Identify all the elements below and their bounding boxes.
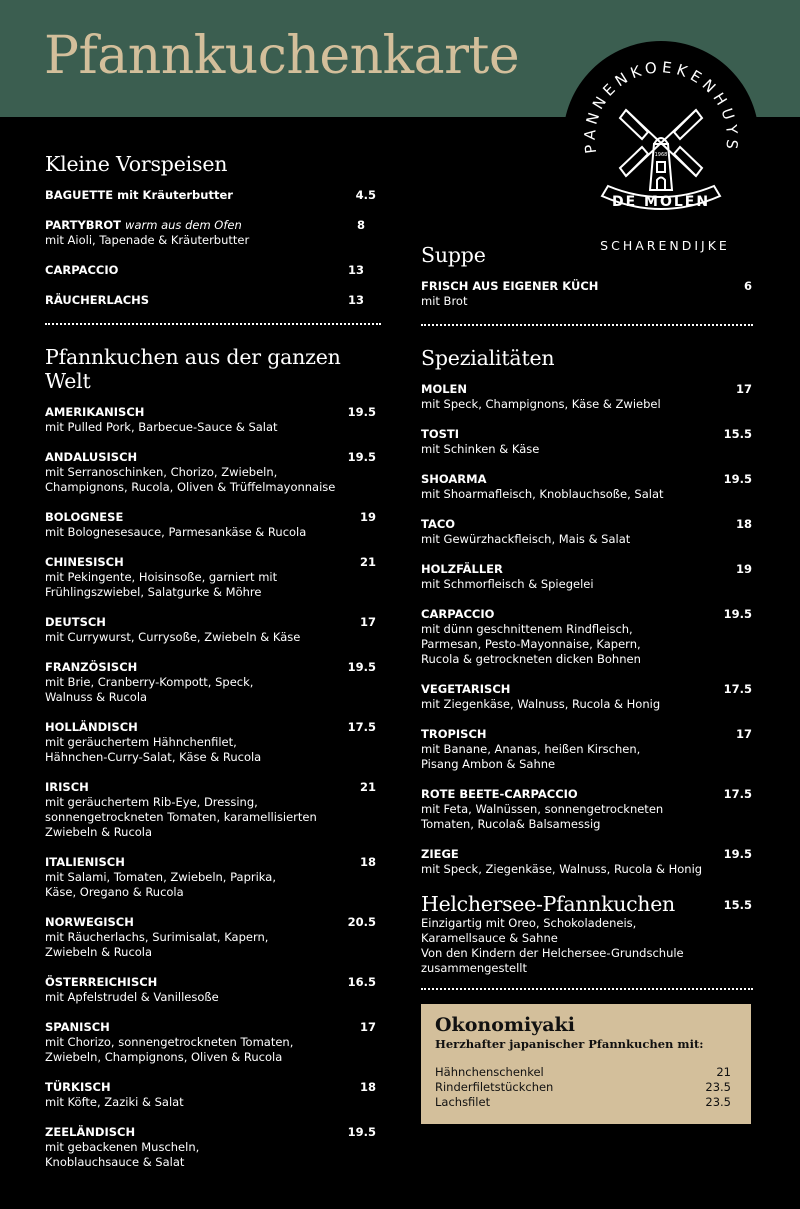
- okonomiyaki-box: [421, 1004, 751, 1124]
- item-name-text: IRISCH: [45, 780, 89, 794]
- menu-item: [421, 847, 753, 877]
- item-name: [45, 218, 381, 233]
- menu-item: [45, 975, 381, 1005]
- okonomiyaki-item-name: Lachsfilet: [435, 1095, 491, 1109]
- item-desc: mit Räucherlachs, Surimisalat, Kapern, Zwiebeln & Rucola: [45, 930, 269, 959]
- item-desc: mit Schmorfleisch & Spiegelei: [421, 577, 594, 591]
- item-name-text: ZEELÄNDISCH: [45, 1125, 136, 1139]
- item-price: 15.5: [723, 427, 752, 441]
- item-name-text: CARPACCIO: [45, 263, 119, 277]
- item-name: [421, 682, 753, 697]
- page-title: Pfannkuchenkarte: [44, 26, 520, 86]
- item-name: [421, 517, 753, 532]
- divider: [45, 323, 381, 325]
- divider: [421, 988, 753, 990]
- item-name-text: BOLOGNESE: [45, 510, 124, 524]
- item-price: 18: [359, 855, 376, 869]
- helchersee-price: 15.5: [723, 898, 752, 912]
- item-note: warm aus dem Ofen: [125, 218, 242, 232]
- item-price: 21: [359, 555, 376, 569]
- okonomiyaki-item-name: Hähnchenschenkel: [435, 1065, 544, 1079]
- item-price: 17.5: [723, 682, 752, 696]
- menu-item: [45, 915, 381, 960]
- item-name: [45, 188, 381, 203]
- item-name-text: CARPACCIO: [421, 607, 495, 621]
- item-price: 19.5: [723, 847, 752, 861]
- item-desc: mit Bolognesesauce, Parmesankäse & Rucola: [45, 525, 307, 539]
- item-desc: mit Chorizo, sonnengetrockneten Tomaten, Zwiebeln, Champignons, Oliven & Rucola: [45, 1035, 294, 1064]
- divider: [421, 324, 753, 326]
- item-desc: mit Köfte, Zaziki & Salat: [45, 1095, 184, 1109]
- menu-item: [45, 450, 381, 495]
- item-name-text: ANDALUSISCH: [45, 450, 138, 464]
- menu-item: [45, 855, 381, 900]
- okonomiyaki-title: Okonomiyaki: [435, 1014, 575, 1036]
- soup-list: [421, 279, 753, 309]
- item-name: [45, 615, 381, 630]
- item-price: 19.5: [723, 472, 752, 486]
- item-name-text: TOSTI: [421, 427, 460, 441]
- item-name-text: TÜRKISCH: [45, 1080, 111, 1094]
- menu-item: [45, 263, 381, 278]
- world-title: Pfannkuchen aus der ganzen Welt: [45, 345, 341, 393]
- left-column: [45, 152, 381, 1185]
- item-name: [421, 727, 753, 742]
- item-price: 19.5: [723, 607, 752, 621]
- item-name-text: SHOARMA: [421, 472, 487, 486]
- item-name: [45, 1125, 381, 1140]
- item-price: 17.5: [347, 720, 376, 734]
- item-desc: mit dünn geschnittenem Rindfleisch, Parmesan, Pesto-Mayonnaise, Kapern, Rucola & getrockneten dicken Bohnen: [421, 622, 641, 666]
- item-price: 16.5: [347, 975, 376, 989]
- item-name: [45, 293, 381, 308]
- okonomiyaki-item: [435, 1095, 731, 1110]
- item-name: [45, 915, 381, 930]
- item-price: 19.5: [347, 660, 376, 674]
- menu-item: [45, 293, 381, 308]
- specials-list: [421, 382, 753, 877]
- item-price: 8: [356, 218, 365, 232]
- item-desc: mit Serranoschinken, Chorizo, Zwiebeln, Champignons, Rucola, Oliven & Trüffelmayonnaise: [45, 465, 336, 494]
- item-name: [45, 975, 381, 990]
- soup-title: Suppe: [421, 243, 486, 267]
- menu-item: [45, 615, 381, 645]
- item-name-text: DEUTSCH: [45, 615, 106, 629]
- item-price: 18: [359, 1080, 376, 1094]
- okonomiyaki-item: [435, 1065, 731, 1080]
- logo-arc-text: PANNENKOEKENHUYS: [580, 58, 742, 155]
- starters-list: [45, 188, 381, 308]
- item-name: [45, 450, 381, 465]
- menu-item: [421, 279, 753, 309]
- menu-item: [421, 472, 753, 502]
- item-desc: mit Speck, Champignons, Käse & Zwiebel: [421, 397, 661, 411]
- item-price: 19.5: [347, 405, 376, 419]
- item-name: [45, 1080, 381, 1095]
- menu-item: [45, 1080, 381, 1110]
- item-desc: mit Brie, Cranberry-Kompott, Speck, Walnuss & Rucola: [45, 675, 254, 704]
- item-name-text: AMERIKANISCH: [45, 405, 145, 419]
- item-price: 17: [359, 615, 376, 629]
- item-name: [421, 847, 753, 862]
- item-price: 17: [735, 382, 752, 396]
- item-price: 20.5: [347, 915, 376, 929]
- item-desc: mit Aioli, Tapenade & Kräuterbutter: [45, 233, 250, 247]
- item-price: 13: [347, 293, 364, 307]
- menu-item: [45, 405, 381, 435]
- item-name-text: ZIEGE: [421, 847, 459, 861]
- item-name-text: SPANISCH: [45, 1020, 110, 1034]
- item-name: [45, 405, 381, 420]
- item-name: [45, 1020, 381, 1035]
- item-desc: mit Currywurst, Currysoße, Zwiebeln & Käse: [45, 630, 301, 644]
- item-desc: mit Ziegenkäse, Walnuss, Rucola & Honig: [421, 697, 661, 711]
- menu-item: [421, 787, 753, 832]
- menu-item: [421, 607, 753, 667]
- item-price: 19.5: [347, 1125, 376, 1139]
- menu-item: [45, 218, 381, 248]
- item-name-text: RÄUCHERLACHS: [45, 293, 150, 307]
- item-name-text: MOLEN: [421, 382, 468, 396]
- okonomiyaki-item-name: Rinderfiletstückchen: [435, 1080, 554, 1094]
- item-name-text: ROTE BEETE-CARPACCIO: [421, 787, 578, 801]
- menu-item: [45, 188, 381, 203]
- item-price: 17.5: [723, 787, 752, 801]
- item-name-text: BAGUETTE mit Kräuterbutter: [45, 188, 233, 202]
- menu-item: [45, 780, 381, 840]
- item-price: 17: [359, 1020, 376, 1034]
- item-desc: mit Pekingente, Hoisinsoße, garniert mit Frühlingszwiebel, Salatgurke & Möhre: [45, 570, 278, 599]
- item-name: [421, 607, 753, 622]
- item-name-text: NORWEGISCH: [45, 915, 134, 929]
- okonomiyaki-item-price: 21: [716, 1065, 731, 1079]
- item-name: [421, 787, 753, 802]
- item-name-text: FRISCH AUS EIGENER KÜCH: [421, 279, 599, 293]
- item-name: [45, 855, 381, 870]
- item-price: 19: [735, 562, 752, 576]
- item-name: [421, 279, 753, 294]
- item-desc: mit Shoarmafleisch, Knoblauchsoße, Salat: [421, 487, 664, 501]
- item-desc: mit Pulled Pork, Barbecue-Sauce & Salat: [45, 420, 278, 434]
- item-desc: mit Gewürzhackfleisch, Mais & Salat: [421, 532, 631, 546]
- okonomiyaki-item-price: 23.5: [705, 1095, 731, 1109]
- item-desc: mit Banane, Ananas, heißen Kirschen, Pisang Ambon & Sahne: [421, 742, 641, 771]
- item-price: 4.5: [355, 188, 376, 202]
- menu-item: [45, 1125, 381, 1170]
- item-name: [45, 720, 381, 735]
- location-label: SCHARENDIJKE: [600, 238, 730, 253]
- item-name: [421, 382, 753, 397]
- menu-item: [45, 555, 381, 600]
- item-desc: mit Salami, Tomaten, Zwiebeln, Paprika, Käse, Oregano & Rucola: [45, 870, 276, 899]
- menu-item: [45, 510, 381, 540]
- item-name: [45, 555, 381, 570]
- item-price: 19.5: [347, 450, 376, 464]
- menu-item: [421, 517, 753, 547]
- logo-year: 1968: [654, 152, 668, 158]
- item-desc: mit Brot: [421, 294, 468, 308]
- item-name-text: CHINESISCH: [45, 555, 124, 569]
- item-name: [421, 427, 753, 442]
- logo-banner-text: DE MOLEN: [611, 194, 711, 210]
- item-price: 19: [359, 510, 376, 524]
- logo-badge: [562, 40, 760, 238]
- item-name-text: TROPISCH: [421, 727, 487, 741]
- right-column: [421, 243, 753, 1124]
- item-name: [421, 562, 753, 577]
- okonomiyaki-item: [435, 1080, 731, 1095]
- item-name-text: HOLZFÄLLER: [421, 562, 503, 576]
- item-name-text: FRANZÖSISCH: [45, 660, 138, 674]
- okonomiyaki-item-price: 23.5: [705, 1080, 731, 1094]
- item-name-text: VEGETARISCH: [421, 682, 511, 696]
- item-name: [45, 780, 381, 795]
- item-price: 18: [735, 517, 752, 531]
- item-desc: mit Apfelstrudel & Vanillesoße: [45, 990, 219, 1004]
- menu-item: [45, 1020, 381, 1065]
- item-name-text: TACO: [421, 517, 456, 531]
- item-desc: mit Schinken & Käse: [421, 442, 540, 456]
- item-name: [45, 510, 381, 525]
- item-price: 21: [359, 780, 376, 794]
- helchersee-credit: Von den Kindern der Helchersee-Grundschule zusammengestellt: [421, 946, 684, 975]
- item-price: 17: [735, 727, 752, 741]
- item-desc: mit Speck, Ziegenkäse, Walnuss, Rucola & Honig: [421, 862, 703, 876]
- world-list: [45, 405, 381, 1170]
- item-name-text: ÖSTERREICHISCH: [45, 975, 158, 989]
- item-desc: mit geräuchertem Rib-Eye, Dressing, sonnengetrockneten Tomaten, karamellisierten Zwiebeln & Rucola: [45, 795, 317, 839]
- item-name-text: PARTYBROT: [45, 218, 122, 232]
- menu-item: [421, 382, 753, 412]
- helchersee-block: [421, 892, 753, 976]
- item-desc: mit geräuchertem Hähnchenfilet, Hähnchen-Curry-Salat, Käse & Rucola: [45, 735, 262, 764]
- menu-item: [421, 682, 753, 712]
- item-desc: mit Feta, Walnüssen, sonnengetrockneten Tomaten, Rucola& Balsamessig: [421, 802, 664, 831]
- item-price: 13: [347, 263, 364, 277]
- okonomiyaki-subtitle: Herzhafter japanischer Pfannkuchen mit:: [435, 1037, 704, 1051]
- helchersee-desc: Einzigartig mit Oreo, Schokoladeneis, Karamellsauce & Sahne: [421, 916, 637, 945]
- logo: [562, 40, 760, 238]
- menu-item: [421, 427, 753, 457]
- item-name: [421, 472, 753, 487]
- item-name-text: HOLLÄNDISCH: [45, 720, 138, 734]
- specials-title: Spezialitäten: [421, 346, 555, 370]
- item-name: [45, 660, 381, 675]
- menu-item: [45, 660, 381, 705]
- menu-item: [421, 562, 753, 592]
- okonomiyaki-list: [435, 1065, 731, 1110]
- helchersee-title: Helchersee-Pfannkuchen: [421, 892, 675, 916]
- item-name-text: ITALIENISCH: [45, 855, 125, 869]
- menu-item: [45, 720, 381, 765]
- starters-title: Kleine Vorspeisen: [45, 152, 228, 176]
- item-name: [45, 263, 381, 278]
- item-price: 6: [743, 279, 752, 293]
- item-desc: mit gebackenen Muscheln, Knoblauchsauce & Salat: [45, 1140, 200, 1169]
- menu-item: [421, 727, 753, 772]
